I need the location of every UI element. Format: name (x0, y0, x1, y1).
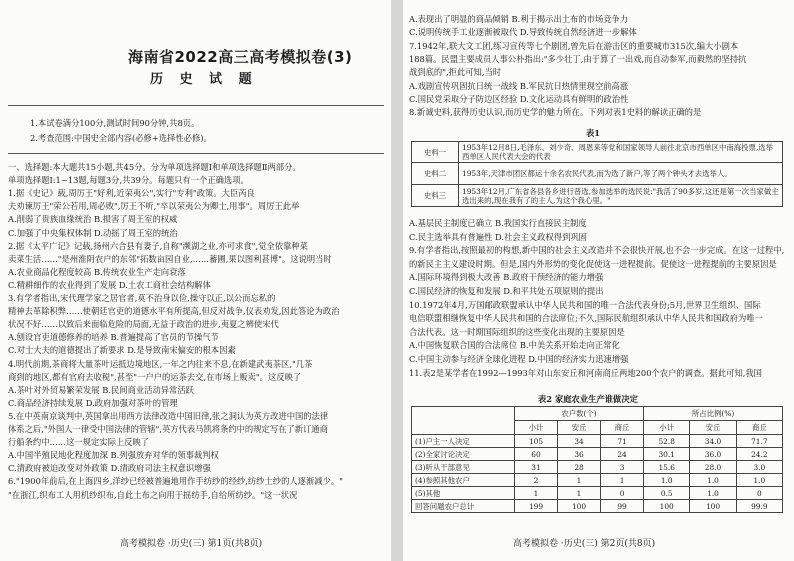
exam-subtitle: 历 史 试 题 (150, 72, 258, 87)
table-2-sub-header: 小计 (515, 421, 558, 435)
text-line: 10.1972年4月,万国邮政联盟承认中华人民共和国的唯一合法代表身份;5月,世界卫生组织、国际 (409, 299, 761, 310)
text-line: A.农业商品化程度较高 B.传统农业生产走向衰落 (8, 266, 186, 277)
table-2-sub-header: 商丘 (601, 421, 644, 435)
table-2-row (412, 448, 783, 461)
table-2-cell: 28 (558, 461, 601, 474)
text-line: A.刨设官吏道德修养的培养 B.普遍提高了官员的节操气节 (8, 332, 219, 343)
text-line: 战到底的",拒此可知,当时 (409, 67, 502, 78)
text-line: C.说明传统手工业逐渐被取代 D.导致传统自然经济进一步解体 (409, 27, 637, 38)
table-2-cell: 199 (515, 500, 558, 513)
table-2-group-header: 所占比例(%) (644, 407, 783, 421)
table-2-cell: 36 (558, 448, 601, 461)
table-2-row (412, 500, 783, 513)
text-line: 行船条约中……这一规定实际上反映了 (8, 437, 150, 448)
table-2-row-label: (3)听从干部意见 (412, 461, 515, 474)
table-1-label: 史料二 (412, 163, 459, 185)
table-2-cell: 52.8 (644, 435, 690, 448)
text-line: C.加强了中央集权体制 D.动摇了周王室的统治 (8, 227, 178, 238)
text-line: 单项选择题Ⅰ:1~13题,每题3分,共39分。每题只有一个正确选项。 (8, 175, 249, 186)
table-2-cell: 24 (601, 448, 644, 461)
table-1-label: 史料三 (412, 185, 459, 207)
header-rule (8, 105, 384, 106)
text-line: 1.据《史记》载,周厉王"好利,近荣夷公",实行"专利"政策。大臣芮良 (8, 188, 255, 199)
text-line: C.国民经济的恢复和发展 D.和平共处五项原则的提出 (409, 286, 604, 296)
table-2-cell: 99.9 (736, 500, 782, 513)
table-2-sub-header: 小计 (644, 421, 690, 435)
table-2-cell: 100 (558, 500, 601, 513)
table-2-caption: 表2 家庭农业生产谁做决定 (538, 394, 638, 404)
note-2: 2.考查范围:中国史全部内容(必修+选择性必修)。 (30, 133, 212, 143)
table-2-sub-header: 商丘 (736, 421, 782, 435)
table-2-sub-header: 安丘 (690, 421, 736, 435)
table-2-row (412, 487, 783, 500)
table-2-cell: 28.0 (690, 461, 736, 474)
table-2-sub-header: 安丘 (558, 421, 601, 435)
text-line: C.清政府被迫改变对外政策 D.清政府司法主权意识增强 (8, 463, 211, 474)
table-2-cell: 1.0 (644, 474, 690, 487)
page-1-footer: 高考模拟卷 ·历史(三) 第1页(共8页) (120, 539, 263, 549)
table-1-text: 1953年12月8日,毛泽东、刘少奇、周恩来等党和国家领导人前往北京市西单区中南海投票,选举西单区人民代表大会的代表 (459, 142, 783, 163)
table-1-row (412, 163, 783, 185)
table-1 (411, 141, 783, 207)
table-1-text: 1953年12月,广东省各县各乡进行普选,参加选举的选民说:"我活了90多岁,这还是第一次当家做主选出来的,现在我有了的主人,为这个我心里。" (459, 185, 783, 207)
table-2-cell: 3 (601, 461, 644, 474)
text-line: A.戏剧宣传巩固抗日统一战线 B.军民抗日热情里现空前高涨 (409, 80, 629, 91)
text-line: A.削弱了贵族血缘统治 B.损害了周王室的权威 (8, 214, 178, 225)
table-2-cell: 1 (601, 474, 644, 487)
table-2-cell: 24.2 (736, 448, 782, 461)
text-line: 合法代表。这一时期国际组织的这些变化出现的主要原因是 (409, 326, 625, 337)
text-line: C.商品经济持续发展 D.政府加强对茶叶的管理 (8, 397, 178, 408)
table-2-cell: 100 (690, 500, 736, 513)
text-line: 卖菜生活……"是州淮阴农户的东邻"拓数亩园自业,……蓄圃,果以图利甚博"。这说明当时 (8, 253, 332, 264)
text-line: C.民主选举具有普遍性 D.社会主义政权得到巩固 (409, 231, 587, 242)
table-2-row-label: (4)参照其他农户 (412, 474, 515, 487)
table-1-caption: 表1 (586, 128, 601, 138)
exam-title: 海南省2022高三高考模拟卷(3) (128, 48, 353, 66)
text-line: A.基层民主制度已确立 B.我国实行直接民主制度 (409, 218, 587, 228)
table-1-label: 史料一 (412, 142, 459, 163)
page-gutter (391, 0, 403, 561)
table-2-cell: 34 (558, 435, 601, 448)
table-2-cell: 99 (601, 500, 644, 513)
text-line: A.茶叶对外贸易繁荣发展 B.民间商业活动异常活跃 (8, 384, 194, 395)
table-2-row-label: (2)全家讨论决定 (412, 448, 515, 461)
table-2-corner (412, 407, 515, 435)
page-2-footer: 高考模拟卷 ·历史(三) 第2页(共8页) (513, 539, 656, 549)
text-line: 8.新诚史料,获得历史认识,而历史学的魅力所在。下列对表1史料的解读正确的是 (409, 107, 702, 118)
text-line: 5.在中英南京谈判中,英国拿出用西方法律改造中国旧律,张之洞认为英方改进中国的法律 (8, 410, 329, 421)
text-line: 188篇。民盟主要成员人事公朴指出:"多少壮丁,由于算了一出戏,而自动参军,而毅然的坚持抗 (409, 53, 747, 64)
text-line: 体系之后,"外国人一律受中国法律的管辖",英方代表马凯将条约中的规定写在了新订通商 (8, 424, 328, 434)
table-2-cell: 71.7 (736, 435, 782, 448)
table-2-cell: 1 (558, 487, 601, 500)
table-2-cell: 105 (515, 435, 558, 448)
table-2-cell: 34.0 (690, 435, 736, 448)
table-2-cell: 1.0 (736, 474, 782, 487)
table-2-cell: 71 (601, 435, 644, 448)
table-2-row-label: (5)其他 (412, 487, 515, 500)
text-line: 电信联盟相继恢复中华人民共和国的合法席位;不久,国际民航组织承认中华人民共和国政府为唯一 (409, 313, 763, 324)
text-line: C.国民党采取分子防边区经验 D.文化运动具有鲜明的政治性 (409, 93, 629, 104)
text-line: 状况不好……以致后来面临危险的局面,无益于政治的进步,夷夏之辨使宋代 (8, 319, 279, 330)
table-2-group-header: 农户数(个) (515, 407, 644, 421)
text-line: 一、选择题:本大题共15小题,共45分。分为单项选择题Ⅰ和单项选择题Ⅱ两部分。 (8, 162, 301, 172)
page-1 (0, 0, 391, 561)
text-line: 精神去革除积弊……使朝廷官吏的道德水平有所提高,但反对战争,仪表劝发,因此答论为政治 (8, 306, 340, 317)
table-1-row (412, 142, 783, 163)
text-line: C.精耕细作的农业得到了发展 D.土农工商社会结构解体 (8, 279, 211, 290)
table-2-cell: 60 (515, 448, 558, 461)
table-2-cell: 1.0 (690, 487, 736, 500)
page-2 (403, 0, 794, 561)
table-2-row (412, 461, 783, 474)
text-line: C.对士大夫的道德提出了新要求 D.是导致南宋偏安的根本因素 (8, 345, 236, 356)
table-2 (411, 406, 783, 513)
text-line: 2.据《太平广记》记载,扬州六合县有妻子,自称"濒湖之业,亦可求食",觉全依靠种菜 (8, 240, 308, 251)
text-line: 夫劝谏厉王"荣公若用,周必败",厉王不听,"卒以荣夷公为卿士,用事"。周厉王此举 (8, 201, 300, 212)
table-2-cell: 31 (515, 461, 558, 474)
text-line: A.国际环境得到极大改善 B.政府干预经济的能力增强 (409, 272, 604, 283)
table-2-cell: 3.0 (736, 461, 782, 474)
text-line: 9.有学者指出,按照最初的构想,新中国的社会主义改造并不会很快开展,也不会一步完成。在这一过程中, (409, 245, 785, 256)
text-line: A.表现出了明显的商品倾销 B.利于揭示出土布的市场竞争力 (409, 14, 629, 24)
text-line: 7.1942年,联大文工团,练习宣传等七个剧团,曾先后在游击区的重要城市315次,编大小剧本 (409, 40, 739, 51)
text-line: "在浙江,织布工人用机纱织布,自此土布之向用于摇纺手,自给所纺纱。"这一状况 (8, 489, 298, 500)
text-line: 11.表2是某学者在1992—1993年对山东安丘和河南商丘两地200个农户的调查。据此可知,我国 (409, 367, 762, 378)
table-2-cell: 36.0 (690, 448, 736, 461)
text-line: 商到的地区,都有官府去收税",甚至"一户户的运茶去交,在市场上贩卖"。这反映了 (8, 371, 302, 382)
text-line: 4.明代前期,茶商将大量茶叶运抵边境地区,一年之内往来不息,在新建武夷茶区,"几茶 (8, 358, 313, 369)
text-line: C.中国主动参与经济全球化进程 D.中国的经济实力迅速增强 (409, 354, 629, 364)
text-line: 的新民主主义建设时期。但是,国内外形势的变化促使这一进程提前。促使这一进程提前的主要原因是 (409, 258, 777, 269)
table-1-row (412, 185, 783, 207)
table-2-row (412, 435, 783, 448)
table-2-group-header-row (412, 407, 783, 421)
table-2-row-label: 回答问题农户总计 (412, 500, 515, 513)
table-2-cell: 0 (736, 487, 782, 500)
table-2-cell: 30.1 (644, 448, 690, 461)
table-2-row-label: (1)户主一人决定 (412, 435, 515, 448)
text-line: 6."1900年前后,在上海四乡,洋纱已经被普遍地用作手纺纱的经纱,纺纱土纱的人逐渐减少。" (8, 476, 343, 487)
table-2-cell: 15.6 (644, 461, 690, 474)
notes-rule (8, 153, 384, 154)
table-1-text: 1953年,天津市团区都运十余名农民代表,而为选了新户,等了两个钟头才去选举人。 (459, 163, 783, 185)
table-2-row (412, 474, 783, 487)
table-2-cell: 0.5 (644, 487, 690, 500)
table-2-cell: 1.0 (690, 474, 736, 487)
text-line: A.中国半殖民地化程度加深 B.列强放弃对华的领事裁判权 (8, 450, 219, 461)
table-2-cell: 0 (601, 487, 644, 500)
table-2-cell: 2 (515, 474, 558, 487)
table-2-cell: 100 (644, 500, 690, 513)
text-line: 3.有学者指出,宋代理学家之居官者,莫不治身以俭,操守以正,以公而忘私的 (8, 293, 276, 303)
note-1: 1.本试卷满分100分,测试时间90分钟,共8页。 (30, 118, 200, 128)
table-2-cell: 1 (515, 487, 558, 500)
table-2-cell: 1 (558, 474, 601, 487)
text-line: A.中国恢复联合国的合法席位 B.中美关系开始走向正常化 (409, 340, 620, 351)
